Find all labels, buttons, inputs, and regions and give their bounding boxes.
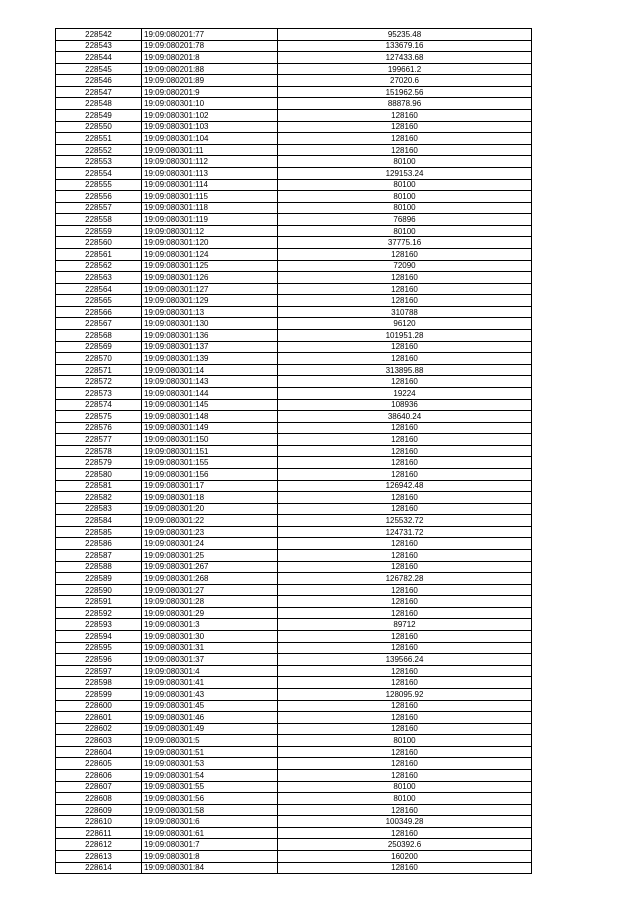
- table-row: [56, 712, 532, 724]
- row-number-cell: 228564: [56, 283, 142, 295]
- cadastral-number-cell: 19:09:080301:11: [142, 144, 278, 156]
- cadastral-number-cell: 19:09:080301:268: [142, 573, 278, 585]
- cadastral-number-cell: 19:09:080301:37: [142, 654, 278, 666]
- row-number-cell: 228548: [56, 98, 142, 110]
- value-cell: 80100: [278, 735, 532, 747]
- cadastral-number-cell: 19:09:080301:156: [142, 468, 278, 480]
- row-number-cell: 228595: [56, 642, 142, 654]
- row-number-cell: 228574: [56, 399, 142, 411]
- table-row: [56, 283, 532, 295]
- cadastral-number-cell: 19:09:080301:120: [142, 237, 278, 249]
- row-number-cell: 228557: [56, 202, 142, 214]
- row-number-cell: 228576: [56, 422, 142, 434]
- cadastral-number-cell: 19:09:080301:31: [142, 642, 278, 654]
- table-row: [56, 341, 532, 353]
- cadastral-number-cell: 19:09:080301:126: [142, 272, 278, 284]
- table-row: [56, 98, 532, 110]
- row-number-cell: 228566: [56, 306, 142, 318]
- table-row: [56, 515, 532, 527]
- value-cell: 160200: [278, 851, 532, 863]
- value-cell: 128160: [278, 677, 532, 689]
- cadastral-number-cell: 19:09:080301:124: [142, 248, 278, 260]
- table-row: [56, 29, 532, 41]
- row-number-cell: 228558: [56, 214, 142, 226]
- value-cell: 95235.48: [278, 29, 532, 41]
- value-cell: 80100: [278, 156, 532, 168]
- table-row: [56, 156, 532, 168]
- table-row: [56, 202, 532, 214]
- value-cell: 128160: [278, 723, 532, 735]
- table-row: [56, 179, 532, 191]
- row-number-cell: 228611: [56, 827, 142, 839]
- value-cell: 128160: [278, 561, 532, 573]
- row-number-cell: 228607: [56, 781, 142, 793]
- row-number-cell: 228610: [56, 816, 142, 828]
- value-cell: 128160: [278, 422, 532, 434]
- row-number-cell: 228591: [56, 596, 142, 608]
- row-number-cell: 228562: [56, 260, 142, 272]
- table-row: [56, 214, 532, 226]
- row-number-cell: 228587: [56, 550, 142, 562]
- row-number-cell: 228545: [56, 63, 142, 75]
- table-row: [56, 353, 532, 365]
- table-row: [56, 260, 532, 272]
- value-cell: 128160: [278, 746, 532, 758]
- table-row: [56, 272, 532, 284]
- row-number-cell: 228555: [56, 179, 142, 191]
- value-cell: 127433.68: [278, 52, 532, 64]
- row-number-cell: 228547: [56, 86, 142, 98]
- value-cell: 128160: [278, 503, 532, 515]
- table-row: [56, 387, 532, 399]
- cadastral-number-cell: 19:09:080201:78: [142, 40, 278, 52]
- table-row: [56, 642, 532, 654]
- value-cell: 100349.28: [278, 816, 532, 828]
- row-number-cell: 228561: [56, 248, 142, 260]
- table-row: [56, 411, 532, 423]
- cadastral-number-cell: 19:09:080301:30: [142, 631, 278, 643]
- row-number-cell: 228612: [56, 839, 142, 851]
- row-number-cell: 228542: [56, 29, 142, 41]
- row-number-cell: 228554: [56, 167, 142, 179]
- table-row: [56, 607, 532, 619]
- table-row: [56, 376, 532, 388]
- table-row: [56, 700, 532, 712]
- value-cell: 128160: [278, 538, 532, 550]
- value-cell: 128095.92: [278, 688, 532, 700]
- value-cell: 80100: [278, 191, 532, 203]
- row-number-cell: 228569: [56, 341, 142, 353]
- cadastral-number-cell: 19:09:080301:55: [142, 781, 278, 793]
- row-number-cell: 228592: [56, 607, 142, 619]
- table-row: [56, 827, 532, 839]
- cadastral-number-cell: 19:09:080301:25: [142, 550, 278, 562]
- row-number-cell: 228549: [56, 110, 142, 122]
- cadastral-number-cell: 19:09:080301:84: [142, 862, 278, 874]
- value-cell: 128160: [278, 283, 532, 295]
- table-row: [56, 503, 532, 515]
- cadastral-number-cell: 19:09:080301:61: [142, 827, 278, 839]
- row-number-cell: 228575: [56, 411, 142, 423]
- value-cell: 128160: [278, 376, 532, 388]
- table-row: [56, 677, 532, 689]
- cadastral-number-cell: 19:09:080301:45: [142, 700, 278, 712]
- cadastral-number-cell: 19:09:080301:119: [142, 214, 278, 226]
- value-cell: 128160: [278, 144, 532, 156]
- cadastral-number-cell: 19:09:080301:14: [142, 364, 278, 376]
- cadastral-number-cell: 19:09:080301:129: [142, 295, 278, 307]
- row-number-cell: 228553: [56, 156, 142, 168]
- value-cell: 27020.6: [278, 75, 532, 87]
- cadastral-number-cell: 19:09:080301:53: [142, 758, 278, 770]
- cadastral-number-cell: 19:09:080201:9: [142, 86, 278, 98]
- cadastral-number-cell: 19:09:080301:46: [142, 712, 278, 724]
- table-row: [56, 839, 532, 851]
- value-cell: 313895.88: [278, 364, 532, 376]
- table-row: [56, 434, 532, 446]
- row-number-cell: 228605: [56, 758, 142, 770]
- value-cell: 128160: [278, 770, 532, 782]
- cadastral-number-cell: 19:09:080301:139: [142, 353, 278, 365]
- table-row: [56, 248, 532, 260]
- row-number-cell: 228593: [56, 619, 142, 631]
- value-cell: 128160: [278, 492, 532, 504]
- table-row: [56, 318, 532, 330]
- table-row: [56, 596, 532, 608]
- cadastral-number-cell: 19:09:080301:125: [142, 260, 278, 272]
- table-row: [56, 816, 532, 828]
- cadastral-number-cell: 19:09:080301:23: [142, 526, 278, 538]
- value-cell: 128160: [278, 272, 532, 284]
- cadastral-number-cell: 19:09:080301:112: [142, 156, 278, 168]
- cadastral-number-cell: 19:09:080301:143: [142, 376, 278, 388]
- cadastral-number-cell: 19:09:080301:114: [142, 179, 278, 191]
- cadastral-number-cell: 19:09:080301:103: [142, 121, 278, 133]
- cadastral-number-cell: 19:09:080301:56: [142, 793, 278, 805]
- row-number-cell: 228570: [56, 353, 142, 365]
- cadastral-number-cell: 19:09:080301:267: [142, 561, 278, 573]
- value-cell: 80100: [278, 202, 532, 214]
- row-number-cell: 228602: [56, 723, 142, 735]
- table-row: [56, 735, 532, 747]
- table-row: [56, 584, 532, 596]
- value-cell: 128160: [278, 700, 532, 712]
- row-number-cell: 228580: [56, 468, 142, 480]
- row-number-cell: 228567: [56, 318, 142, 330]
- value-cell: 128160: [278, 758, 532, 770]
- value-cell: 80100: [278, 225, 532, 237]
- row-number-cell: 228606: [56, 770, 142, 782]
- row-number-cell: 228584: [56, 515, 142, 527]
- row-number-cell: 228543: [56, 40, 142, 52]
- value-cell: 125532.72: [278, 515, 532, 527]
- value-cell: 128160: [278, 434, 532, 446]
- table-row: [56, 63, 532, 75]
- table-row: [56, 746, 532, 758]
- table-row: [56, 110, 532, 122]
- value-cell: 128160: [278, 353, 532, 365]
- row-number-cell: 228571: [56, 364, 142, 376]
- cadastral-number-cell: 19:09:080301:6: [142, 816, 278, 828]
- table-row: [56, 480, 532, 492]
- row-number-cell: 228546: [56, 75, 142, 87]
- cadastral-number-cell: 19:09:080301:136: [142, 330, 278, 342]
- row-number-cell: 228544: [56, 52, 142, 64]
- table-row: [56, 758, 532, 770]
- table-row: [56, 550, 532, 562]
- table-row: [56, 770, 532, 782]
- value-cell: 250392.6: [278, 839, 532, 851]
- row-number-cell: 228601: [56, 712, 142, 724]
- row-number-cell: 228583: [56, 503, 142, 515]
- row-number-cell: 228614: [56, 862, 142, 874]
- row-number-cell: 228597: [56, 665, 142, 677]
- cadastral-number-cell: 19:09:080201:89: [142, 75, 278, 87]
- value-cell: 37775.16: [278, 237, 532, 249]
- value-cell: 89712: [278, 619, 532, 631]
- table-row: [56, 851, 532, 863]
- table-row: [56, 654, 532, 666]
- row-number-cell: 228599: [56, 688, 142, 700]
- cadastral-number-cell: 19:09:080301:54: [142, 770, 278, 782]
- value-cell: 128160: [278, 712, 532, 724]
- cadastral-number-cell: 19:09:080201:88: [142, 63, 278, 75]
- cadastral-number-cell: 19:09:080301:58: [142, 804, 278, 816]
- cadastral-number-cell: 19:09:080301:127: [142, 283, 278, 295]
- cadastral-number-cell: 19:09:080301:20: [142, 503, 278, 515]
- value-cell: 128160: [278, 607, 532, 619]
- value-cell: 124731.72: [278, 526, 532, 538]
- cadastral-number-cell: 19:09:080301:22: [142, 515, 278, 527]
- table-row: [56, 295, 532, 307]
- value-cell: 88878.96: [278, 98, 532, 110]
- cadastral-number-cell: 19:09:080301:8: [142, 851, 278, 863]
- table-row: [56, 526, 532, 538]
- row-number-cell: 228596: [56, 654, 142, 666]
- table-row: [56, 330, 532, 342]
- cadastral-number-cell: 19:09:080301:144: [142, 387, 278, 399]
- table-row: [56, 862, 532, 874]
- table-row: [56, 804, 532, 816]
- value-cell: 96120: [278, 318, 532, 330]
- row-number-cell: 228598: [56, 677, 142, 689]
- table-row: [56, 573, 532, 585]
- row-number-cell: 228568: [56, 330, 142, 342]
- value-cell: 128160: [278, 248, 532, 260]
- table-row: [56, 631, 532, 643]
- table-row: [56, 121, 532, 133]
- cadastral-number-cell: 19:09:080301:43: [142, 688, 278, 700]
- value-cell: 108936: [278, 399, 532, 411]
- table-row: [56, 191, 532, 203]
- cadastral-number-cell: 19:09:080301:24: [142, 538, 278, 550]
- row-number-cell: 228581: [56, 480, 142, 492]
- table-row: [56, 364, 532, 376]
- row-number-cell: 228550: [56, 121, 142, 133]
- row-number-cell: 228608: [56, 793, 142, 805]
- cadastral-number-cell: 19:09:080301:28: [142, 596, 278, 608]
- cadastral-number-cell: 19:09:080301:3: [142, 619, 278, 631]
- cadastral-number-cell: 19:09:080301:115: [142, 191, 278, 203]
- value-cell: 128160: [278, 341, 532, 353]
- cadastral-number-cell: 19:09:080301:149: [142, 422, 278, 434]
- table-row: [56, 723, 532, 735]
- table-row: [56, 75, 532, 87]
- table-row: [56, 144, 532, 156]
- value-cell: 139566.24: [278, 654, 532, 666]
- value-cell: 76896: [278, 214, 532, 226]
- table-row: [56, 306, 532, 318]
- value-cell: 128160: [278, 121, 532, 133]
- cadastral-number-cell: 19:09:080301:155: [142, 457, 278, 469]
- cadastral-number-cell: 19:09:080301:113: [142, 167, 278, 179]
- cadastral-number-cell: 19:09:080301:137: [142, 341, 278, 353]
- row-number-cell: 228577: [56, 434, 142, 446]
- value-cell: 19224: [278, 387, 532, 399]
- value-cell: 126782.28: [278, 573, 532, 585]
- value-cell: 151962.56: [278, 86, 532, 98]
- table-row: [56, 445, 532, 457]
- cadastral-number-cell: 19:09:080301:145: [142, 399, 278, 411]
- cadastral-number-cell: 19:09:080201:77: [142, 29, 278, 41]
- table-row: [56, 665, 532, 677]
- table-row: [56, 781, 532, 793]
- value-cell: 128160: [278, 550, 532, 562]
- value-cell: 128160: [278, 665, 532, 677]
- row-number-cell: 228585: [56, 526, 142, 538]
- value-cell: 128160: [278, 631, 532, 643]
- cadastral-number-cell: 19:09:080301:118: [142, 202, 278, 214]
- row-number-cell: 228590: [56, 584, 142, 596]
- cadastral-number-cell: 19:09:080301:10: [142, 98, 278, 110]
- table-row: [56, 225, 532, 237]
- value-cell: 80100: [278, 793, 532, 805]
- row-number-cell: 228572: [56, 376, 142, 388]
- row-number-cell: 228579: [56, 457, 142, 469]
- cadastral-number-cell: 19:09:080301:4: [142, 665, 278, 677]
- table-row: [56, 399, 532, 411]
- table-row: [56, 538, 532, 550]
- cadastral-number-cell: 19:09:080301:51: [142, 746, 278, 758]
- table-row: [56, 619, 532, 631]
- cadastral-number-cell: 19:09:080301:18: [142, 492, 278, 504]
- value-cell: 128160: [278, 804, 532, 816]
- value-cell: 128160: [278, 295, 532, 307]
- value-cell: 128160: [278, 468, 532, 480]
- value-cell: 128160: [278, 827, 532, 839]
- table-row: [56, 40, 532, 52]
- value-cell: 126942.48: [278, 480, 532, 492]
- cadastral-number-cell: 19:09:080301:104: [142, 133, 278, 145]
- value-cell: 128160: [278, 596, 532, 608]
- row-number-cell: 228565: [56, 295, 142, 307]
- row-number-cell: 228586: [56, 538, 142, 550]
- row-number-cell: 228613: [56, 851, 142, 863]
- table-row: [56, 688, 532, 700]
- value-cell: 128160: [278, 584, 532, 596]
- cadastral-number-cell: 19:09:080301:12: [142, 225, 278, 237]
- cadastral-number-cell: 19:09:080301:150: [142, 434, 278, 446]
- cadastral-number-cell: 19:09:080301:5: [142, 735, 278, 747]
- table-row: [56, 468, 532, 480]
- table-row: [56, 133, 532, 145]
- value-cell: 38640.24: [278, 411, 532, 423]
- row-number-cell: 228588: [56, 561, 142, 573]
- value-cell: 129153.24: [278, 167, 532, 179]
- cadastral-number-cell: 19:09:080301:27: [142, 584, 278, 596]
- value-cell: 101951.28: [278, 330, 532, 342]
- value-cell: 80100: [278, 781, 532, 793]
- value-cell: 310788: [278, 306, 532, 318]
- row-number-cell: 228563: [56, 272, 142, 284]
- table-row: [56, 52, 532, 64]
- value-cell: 128160: [278, 457, 532, 469]
- cadastral-number-cell: 19:09:080201:8: [142, 52, 278, 64]
- table-row: [56, 561, 532, 573]
- cadastral-number-cell: 19:09:080301:17: [142, 480, 278, 492]
- cadastral-number-cell: 19:09:080301:130: [142, 318, 278, 330]
- value-cell: 199661.2: [278, 63, 532, 75]
- value-cell: 128160: [278, 133, 532, 145]
- row-number-cell: 228573: [56, 387, 142, 399]
- row-number-cell: 228578: [56, 445, 142, 457]
- cadastral-number-cell: 19:09:080301:41: [142, 677, 278, 689]
- value-cell: 128160: [278, 642, 532, 654]
- table-row: [56, 422, 532, 434]
- cadastral-number-cell: 19:09:080301:151: [142, 445, 278, 457]
- value-cell: 128160: [278, 110, 532, 122]
- table-row: [56, 492, 532, 504]
- table-row: [56, 237, 532, 249]
- value-cell: 80100: [278, 179, 532, 191]
- data-table: [55, 28, 532, 874]
- value-cell: 128160: [278, 862, 532, 874]
- cadastral-number-cell: 19:09:080301:13: [142, 306, 278, 318]
- table-row: [56, 793, 532, 805]
- cadastral-number-cell: 19:09:080301:148: [142, 411, 278, 423]
- cadastral-number-cell: 19:09:080301:102: [142, 110, 278, 122]
- row-number-cell: 228559: [56, 225, 142, 237]
- cadastral-number-cell: 19:09:080301:49: [142, 723, 278, 735]
- row-number-cell: 228582: [56, 492, 142, 504]
- table-row: [56, 86, 532, 98]
- row-number-cell: 228600: [56, 700, 142, 712]
- row-number-cell: 228594: [56, 631, 142, 643]
- value-cell: 72090: [278, 260, 532, 272]
- row-number-cell: 228589: [56, 573, 142, 585]
- table-body: [56, 29, 532, 874]
- row-number-cell: 228609: [56, 804, 142, 816]
- row-number-cell: 228560: [56, 237, 142, 249]
- row-number-cell: 228551: [56, 133, 142, 145]
- table-row: [56, 167, 532, 179]
- cadastral-number-cell: 19:09:080301:29: [142, 607, 278, 619]
- value-cell: 128160: [278, 445, 532, 457]
- row-number-cell: 228556: [56, 191, 142, 203]
- cadastral-number-cell: 19:09:080301:7: [142, 839, 278, 851]
- row-number-cell: 228552: [56, 144, 142, 156]
- row-number-cell: 228604: [56, 746, 142, 758]
- table-row: [56, 457, 532, 469]
- row-number-cell: 228603: [56, 735, 142, 747]
- value-cell: 133679.16: [278, 40, 532, 52]
